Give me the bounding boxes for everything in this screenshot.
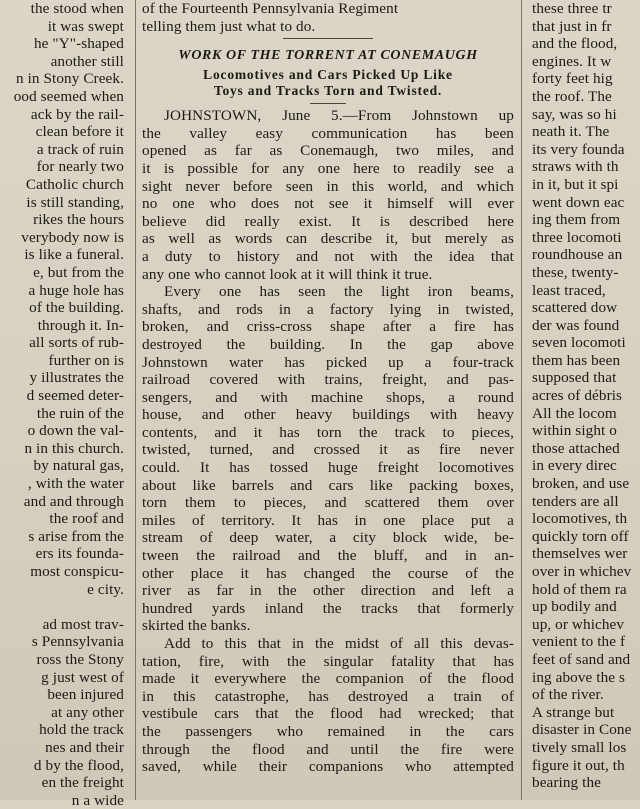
text-line: three locomoti [532,228,622,246]
paragraph-line: torn them to pieces, and scattered them over [142,494,514,512]
text-line: disaster in Cone [532,721,632,739]
text-line: roundhouse an [532,246,623,264]
article-subheadline: Toys and Tracks Torn and Twisted. [213,83,443,99]
paragraph-line: JOHNSTOWN, June 5.—From Johnstown up [164,107,514,125]
right-column [528,0,640,800]
paragraph-line: railroad covered with trains, freight, and pas- [142,371,514,389]
article-top-line: of the Fourteenth Pennsylvania Regiment [142,0,399,17]
text-line: the stood when [30,0,124,17]
text-line: o down the val- [27,422,124,440]
text-line: d by the flood, [33,756,124,774]
text-line: a huge hole has [28,281,124,299]
text-line: is like a funeral. [24,246,124,264]
text-line: feet of sand and [532,650,631,668]
text-line: of the river. [532,686,604,704]
text-line: straws with th [532,158,619,176]
text-line: bearing the [532,774,601,792]
text-line: rikes the hours [33,211,124,229]
text-line: ers its founda- [35,545,124,563]
text-line: clean before it [35,123,124,141]
paragraph-line: house, and other heavy buildings with heavy [142,406,514,424]
text-line: seven locomoti [532,334,626,352]
text-line: been injured [47,686,124,704]
text-line: figure it out, th [532,756,625,774]
paragraph-line: tween the railroad and the bluff, and in an- [142,547,514,565]
text-line: all sorts of rub- [29,334,124,352]
text-line: verybody now is [21,228,124,246]
text-line: he "Y"-shaped [33,35,124,53]
text-line: engines. It w [532,52,612,70]
text-line: e, but from the [33,263,124,281]
column-divider-left [135,0,136,800]
text-line: themselves wer [532,545,628,563]
text-line: went down eac [532,193,625,211]
text-line: those attached [532,439,620,457]
text-line: a track of ruin [36,140,124,158]
text-line: another still [50,52,124,70]
text-line: s Pennsylvania [31,633,124,651]
paragraph-line: vestibule cars that the flood had wrecked; that [142,705,514,723]
paragraph-line: a duty to history and not with the idea that [142,247,514,265]
paragraph-line: any one who cannot look at it will think it true. [142,265,433,283]
text-line: most conspicu- [30,563,124,580]
subhead-rule [310,103,346,104]
text-line: scattered dow [532,299,618,317]
paragraph-line: stream of deep water, a city block wide, be- [142,529,514,547]
text-line: hold of them ra [532,580,627,598]
paragraph-line: no one who does not see it himself will ever [142,195,514,213]
text-line: neath it. The [532,123,610,141]
text-line: in it, but it spi [532,175,619,193]
text-line: these three tr [532,0,612,17]
paragraph-line: believe did really exist. It is described here [142,212,514,230]
text-line: tively small los [532,738,627,756]
text-line: ack by the rail- [30,105,124,123]
article-subheadline: Locomotives and Cars Picked Up Like [203,67,453,83]
paragraph-line: Every one has seen the light iron beams, [164,283,514,301]
text-line: that just in fr [532,17,612,35]
paragraph-line: through the flood and until the fire were [142,740,514,758]
column-divider-right [521,0,522,800]
text-line: through it. In- [37,316,124,334]
text-line [0,598,128,616]
text-line: venient to the f [532,633,626,651]
paragraph-line: made it everywhere the companion of the flood [142,670,514,688]
text-line: tenders are all [532,492,619,510]
text-line: it was swept [47,17,124,35]
text-line: d seemed deter- [26,387,124,405]
text-line: hold the track [39,721,124,739]
main-column [142,0,514,800]
paragraph-line: miles of territory. It has in one place put a [142,511,514,529]
text-line: least traced, [532,281,606,299]
text-line: , with the water [27,475,124,493]
text-line: n in this church. [24,439,124,457]
text-line: ood seemed when [13,87,124,105]
text-line: y illustrates the [29,369,124,387]
text-line: ad most trav- [42,615,124,633]
paragraph-line: contents, and it has torn the track to pieces, [142,423,514,441]
paragraph-line: the passengers who remained in the cars [142,722,514,740]
paragraph-line: other place it has changed the course of the [142,564,514,582]
text-line: broken, and use [532,475,630,493]
text-line: say, was so hi [532,105,617,123]
paragraph-line: Add to this that in the midst of all this devas- [164,635,514,652]
paragraph-line: river as far in the other direction and left a [142,582,514,600]
text-line: Catholic church [25,175,124,193]
text-line: ross the Stony [36,650,124,668]
text-line: supposed that [532,369,617,387]
section-rule [283,38,373,39]
paragraph-line: as well as words can describe it, but merely as [142,230,514,248]
paragraph-line: sengers, and with machine shops, a round [142,388,514,406]
text-line: der was found [532,316,620,334]
text-line: for nearly two [36,158,124,176]
text-line: en the freight [41,774,124,792]
text-line: locomotives, th [532,510,628,528]
text-line: acres of débris [532,387,623,405]
text-line: the roof. The [532,87,612,105]
paragraph-line: twisted, turned, and crossed it as fire never [142,441,514,459]
text-line: nes and their [45,738,124,756]
text-line: n in Stony Creek. [15,70,124,88]
text-line: the roof and [49,510,124,528]
text-line: n a wide [71,791,124,809]
text-line: quickly torn off [532,527,629,545]
paragraph-line: hundred yards inland the tracks that formerly [142,599,514,617]
text-line: e city. [87,580,124,598]
text-line: the ruin of the [36,404,124,422]
text-line: up, or whichev [532,615,625,633]
text-line: and the flood, [532,35,618,53]
paragraph-line: sight never before seen in this world, and which [142,177,514,195]
paragraph-line: it is possible for any one here to readily see a [142,159,514,177]
text-line: over in whichev [532,563,632,580]
paragraph-line: broken, and criss-cross shape after a fire has [142,318,514,336]
text-line: in every direc [532,457,617,475]
text-line: of the building. [29,299,124,317]
text-line: and and through [23,492,124,510]
paragraph-line: about like barrels and cars like packing boxes, [142,476,514,494]
text-line: ing them from [532,211,621,229]
text-line: within sight o [532,422,617,440]
paragraph-line: destroyed the building. In the gap above [142,335,514,353]
text-line: is still standing, [26,193,124,211]
paragraph-line: in this catastrophe, has destroyed a train of [142,687,514,705]
paragraph-line: Johnstown water has picked up a four-track [142,353,514,371]
text-line: further on is [48,351,124,369]
text-line: its very founda [532,140,625,158]
text-line: up bodily and [532,598,617,616]
article-body [142,107,514,776]
paragraph-line: could. It has tossed huge freight locomotives [142,459,514,477]
paragraph-line: skirted the banks. [142,617,251,635]
text-line: at any other [51,703,124,721]
text-line: them has been [532,351,621,369]
article-top-line: telling them just what to do. [142,17,316,35]
text-line: A strange but [532,703,615,721]
text-line: by natural gas, [33,457,124,475]
article-headline: WORK OF THE TORRENT AT CONEMAUGH [178,48,478,64]
text-line: forty feet hig [532,70,613,88]
text-line: All the locom [532,404,617,422]
paragraph-line: tation, fire, with the singular fatality that has [142,652,514,670]
left-column [0,0,128,809]
text-line: these, twenty- [532,263,619,281]
paragraph-line: the valley easy communication has been [142,124,514,142]
paragraph-line: saved, while their companions who attempted [142,758,514,776]
text-line: ing above the s [532,668,626,686]
paragraph-line: shafts, and rods in a factory lying in twisted, [142,300,514,318]
paragraph-line: opened as far as Conemaugh, two miles, and [142,142,514,160]
text-line: g just west of [41,668,124,686]
text-line: s arise from the [28,527,124,545]
